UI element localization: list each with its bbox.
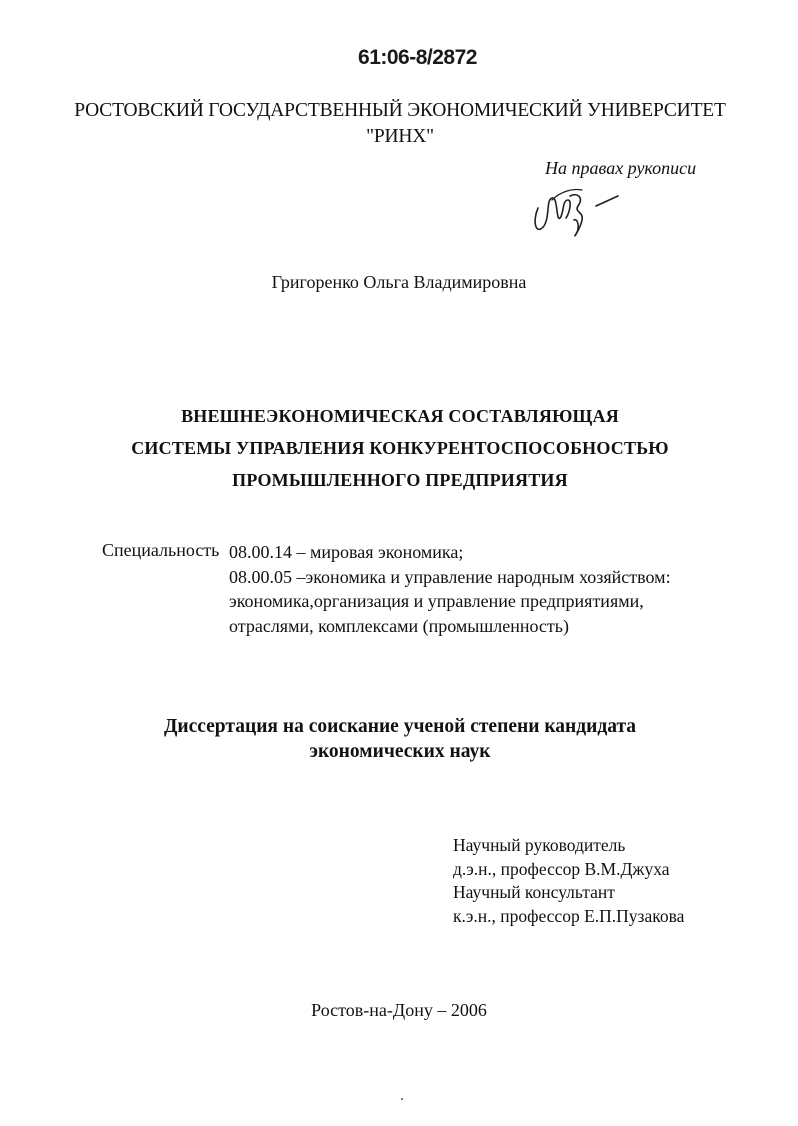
degree-statement	[80, 714, 720, 764]
handwritten-signature	[526, 178, 626, 242]
title-line-1: ВНЕШНЕЭКОНОМИЧЕСКАЯ СОСТАВЛЯЮЩАЯ	[181, 406, 619, 426]
specialty-line: экономика,организация и управление предприятиями,	[229, 591, 644, 611]
university-name	[60, 98, 740, 150]
supervisor-name: д.э.н., профессор В.М.Джуха	[453, 858, 670, 879]
consultant-label: Научный консультант	[453, 882, 615, 902]
specialty-label: Специальность	[102, 540, 220, 560]
dissertation-title	[60, 400, 740, 496]
specialty-line: 08.00.14 – мировая экономика;	[229, 542, 464, 562]
university-name-line-1: РОСТОВСКИЙ ГОСУДАРСТВЕННЫЙ ЭКОНОМИЧЕСКИЙ УНИВЕРСИТЕТ	[74, 100, 726, 121]
university-name-line-2: "РИНХ"	[366, 126, 434, 147]
specialty-line: 08.00.05 –экономика и управление народным хозяйством:	[229, 566, 671, 587]
specialty-line: отраслями, комплексами (промышленность)	[229, 615, 569, 636]
supervisor-label: Научный руководитель	[453, 835, 626, 855]
specialty-list	[229, 540, 671, 638]
title-line-2: СИСТЕМЫ УПРАВЛЕНИЯ КОНКУРЕНТОСПОСОБНОСТЬЮ	[131, 438, 669, 458]
degree-line-1: Диссертация на соискание ученой степени кандидата	[163, 716, 637, 737]
archive-stamp-number: 61:06-8/2872	[358, 46, 477, 69]
degree-line-2: экономических наук	[309, 741, 491, 762]
author-name: Григоренко Ольга Владимировна	[271, 272, 527, 292]
title-line-3: ПРОМЫШЛЕННОГО ПРЕДПРИЯТИЯ	[232, 470, 568, 490]
consultant-name: к.э.н., профессор Е.П.Пузакова	[453, 905, 685, 926]
advisors-block	[453, 834, 684, 928]
page-speck	[401, 1098, 403, 1100]
city-year: Ростов-на-Дону – 2006	[311, 1000, 487, 1020]
manuscript-rights-note: На правах рукописи	[545, 158, 697, 178]
